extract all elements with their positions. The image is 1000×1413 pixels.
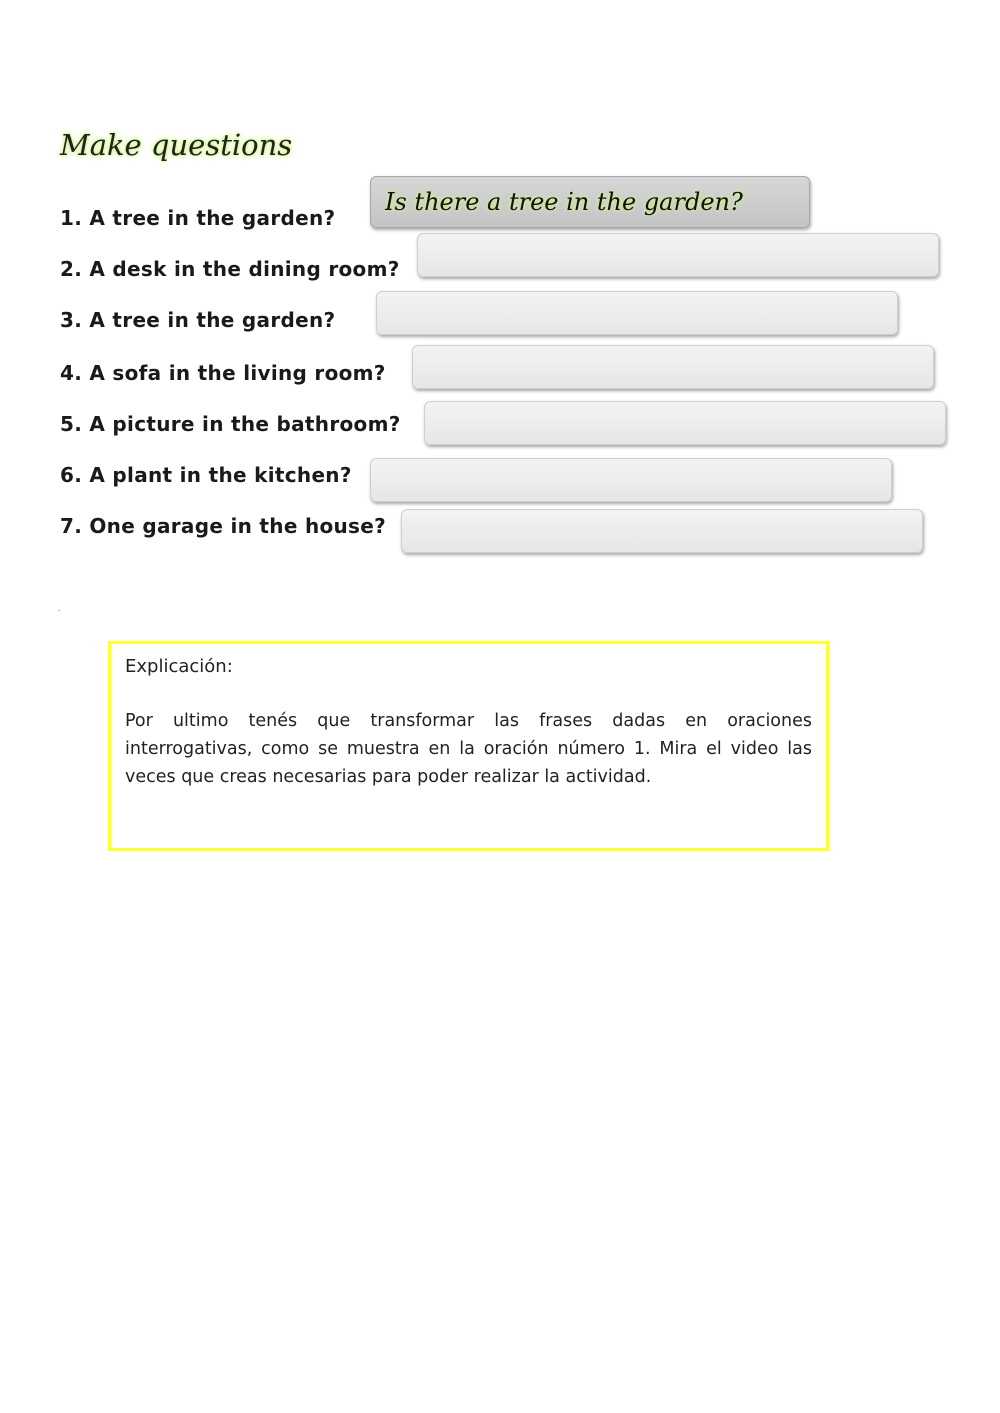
question-2-label: 2. A desk in the dining room? [60, 257, 400, 281]
worksheet-title: Make questions [60, 128, 293, 162]
explanation-heading: Explicación: [125, 656, 233, 677]
answer-4-input[interactable] [412, 345, 934, 389]
question-5-label: 5. A picture in the bathroom? [60, 412, 401, 436]
question-1-label: 1. A tree in the garden? [60, 206, 336, 230]
answer-7-input[interactable] [401, 509, 923, 553]
question-3-label: 3. A tree in the garden? [60, 308, 336, 332]
explanation-box [108, 641, 829, 851]
explanation-body: Por ultimo tenés que transformar las frases dadas en oraciones interrogativas, como se muestra en la oración número 1. Mira el video las veces que creas necesarias para poder realizar la actividad. [125, 711, 812, 787]
stray-dot: . [58, 604, 61, 613]
question-4-label: 4. A sofa in the living room? [60, 361, 386, 385]
answer-3-input[interactable] [376, 291, 898, 335]
answer-2-input[interactable] [417, 233, 939, 277]
question-6-label: 6. A plant in the kitchen? [60, 463, 352, 487]
answer-1-input[interactable] [370, 176, 810, 228]
answer-6-input[interactable] [370, 458, 892, 502]
question-7-label: 7. One garage in the house? [60, 514, 387, 538]
answer-5-input[interactable] [424, 401, 946, 445]
